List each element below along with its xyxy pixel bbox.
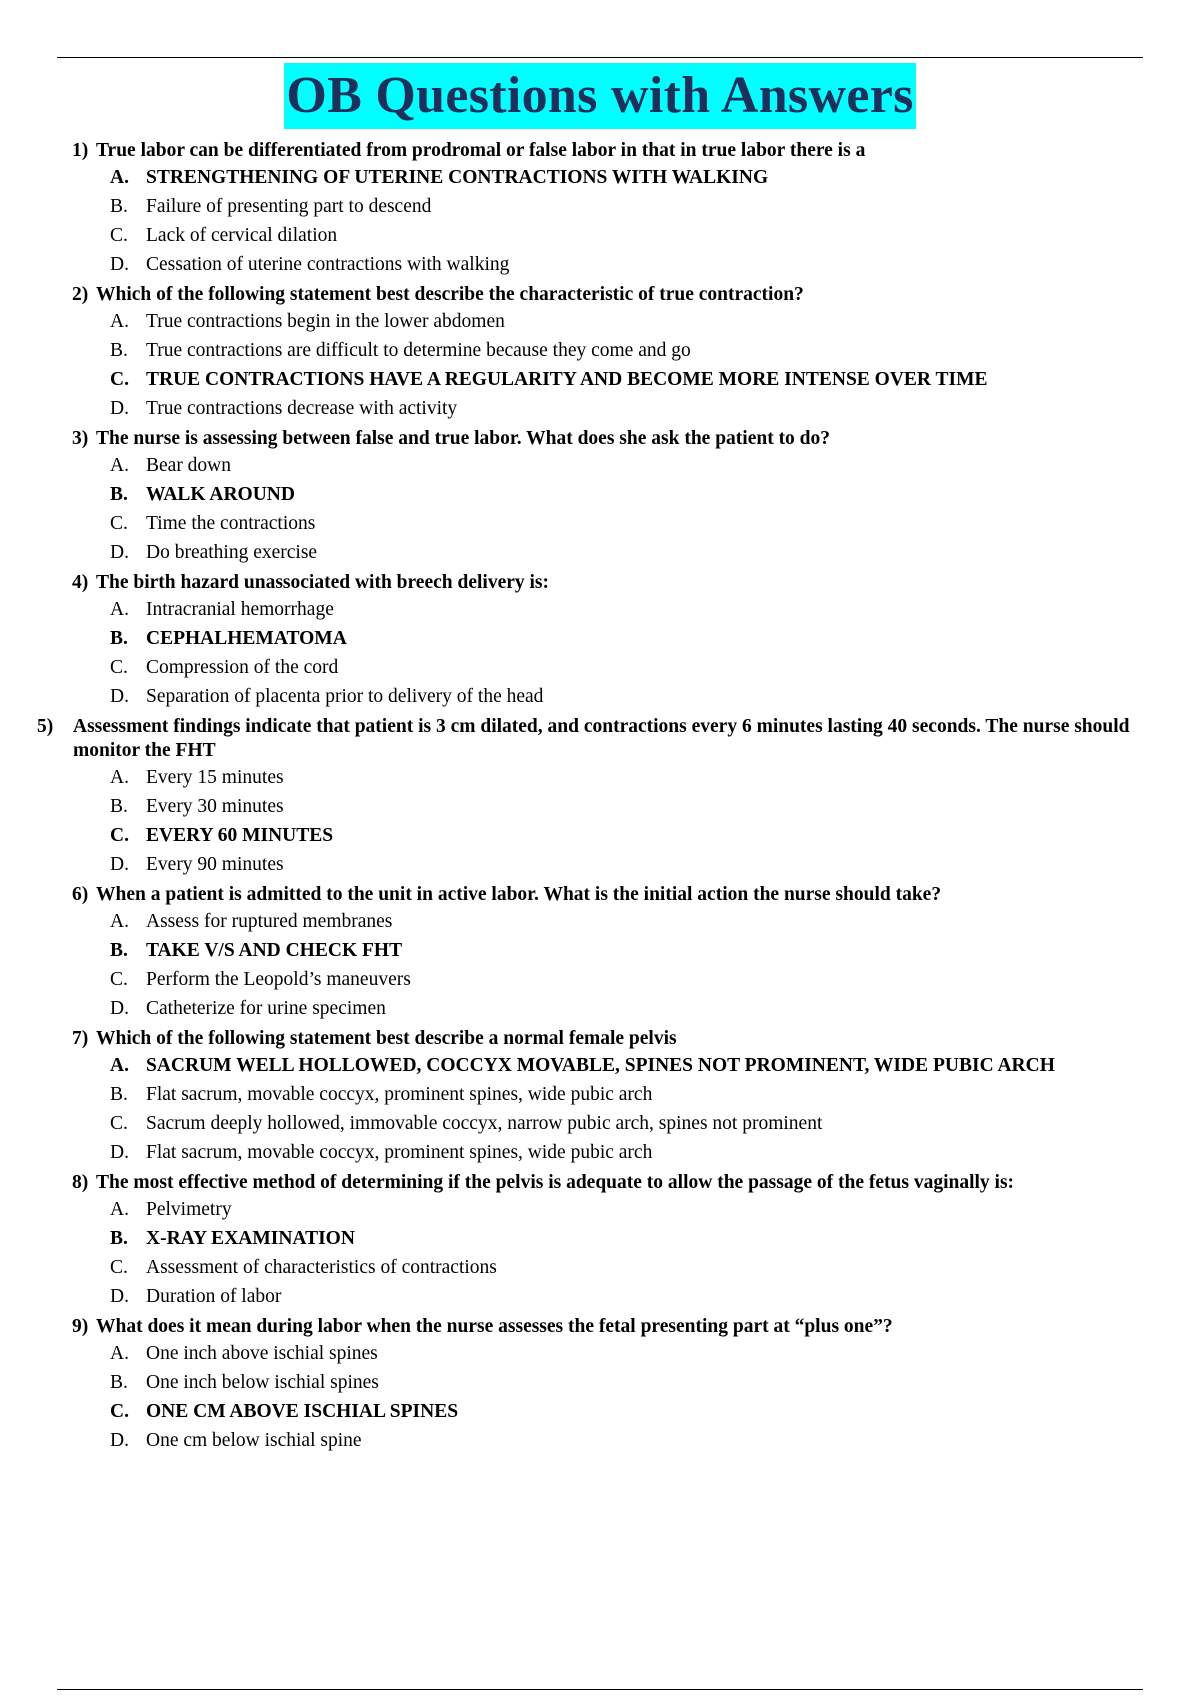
answer-option xyxy=(0,454,1200,478)
option-text: True contractions begin in the lower abdomen xyxy=(146,311,505,332)
question-2 xyxy=(0,283,1200,421)
answer-option xyxy=(0,397,1200,421)
answer-option-correct xyxy=(0,939,1200,963)
answer-option xyxy=(0,541,1200,565)
question-5 xyxy=(0,715,1200,877)
option-letter: A. xyxy=(110,1343,129,1364)
answer-option xyxy=(0,1342,1200,1366)
option-text: X-RAY EXAMINATION xyxy=(146,1228,355,1249)
option-text: CEPHALHEMATOMA xyxy=(146,628,347,649)
answer-option xyxy=(0,1112,1200,1136)
option-text: Time the contractions xyxy=(146,513,316,534)
option-letter: C. xyxy=(110,1257,128,1278)
option-text: One cm below ischial spine xyxy=(146,1430,362,1451)
question-number: 7) xyxy=(72,1028,89,1049)
option-letter: B. xyxy=(110,484,128,505)
option-text: Flat sacrum, movable coccyx, prominent spines, wide pubic arch xyxy=(146,1142,653,1163)
option-text: Lack of cervical dilation xyxy=(146,225,338,246)
answer-option xyxy=(0,1256,1200,1280)
answer-option xyxy=(0,512,1200,536)
option-text: TRUE CONTRACTIONS HAVE A REGULARITY AND BECOME MORE INTENSE OVER TIME xyxy=(146,369,988,390)
option-text: True contractions decrease with activity xyxy=(146,398,458,419)
question-number: 6) xyxy=(72,884,89,905)
question-text: Which of the following statement best describe the characteristic of true contraction? xyxy=(96,284,804,305)
question-number: 8) xyxy=(72,1172,89,1193)
option-letter: D. xyxy=(110,998,129,1019)
option-letter: C. xyxy=(110,1113,128,1134)
answer-option xyxy=(0,656,1200,680)
answer-options xyxy=(0,1342,1200,1453)
title-wrap xyxy=(0,63,1200,129)
option-text: Cessation of uterine contractions with walking xyxy=(146,254,510,275)
question-list xyxy=(0,133,1200,1458)
question-heading xyxy=(0,427,1200,451)
question-text: Which of the following statement best describe a normal female pelvis xyxy=(96,1028,677,1049)
question-text: The most effective method of determining if the pelvis is adequate to allow the passage of the fetus vaginally is: xyxy=(96,1172,1015,1193)
option-text: Failure of presenting part to descend xyxy=(146,196,432,217)
answer-option xyxy=(0,195,1200,219)
question-3 xyxy=(0,427,1200,565)
option-text: Compression of the cord xyxy=(146,657,339,678)
question-number: 5) xyxy=(37,716,54,737)
option-text: Duration of labor xyxy=(146,1286,282,1307)
answer-options xyxy=(0,310,1200,421)
question-heading xyxy=(0,1171,1200,1195)
answer-option xyxy=(0,1198,1200,1222)
document-title: OB Questions with Answers xyxy=(284,63,915,129)
answer-option xyxy=(0,853,1200,877)
option-text: True contractions are difficult to determine because they come and go xyxy=(146,340,691,361)
answer-option xyxy=(0,1285,1200,1309)
question-text: The birth hazard unassociated with breech delivery is: xyxy=(96,572,550,593)
option-letter: D. xyxy=(110,854,129,875)
question-heading xyxy=(0,1027,1200,1051)
answer-options xyxy=(0,1054,1200,1165)
answer-option-correct xyxy=(0,368,1200,392)
option-letter: A. xyxy=(110,911,129,932)
answer-option xyxy=(0,766,1200,790)
answer-option xyxy=(0,910,1200,934)
question-number: 3) xyxy=(72,428,89,449)
option-letter: D. xyxy=(110,254,129,275)
option-text: Bear down xyxy=(146,455,232,476)
option-text: Assess for ruptured membranes xyxy=(146,911,393,932)
question-8 xyxy=(0,1171,1200,1309)
option-letter: A. xyxy=(110,767,129,788)
question-1 xyxy=(0,139,1200,277)
answer-option xyxy=(0,1141,1200,1165)
option-text: Do breathing exercise xyxy=(146,542,318,563)
question-text: The nurse is assessing between false and true labor. What does she ask the patient to do? xyxy=(96,428,831,449)
answer-options xyxy=(0,910,1200,1021)
answer-options xyxy=(0,1198,1200,1309)
question-heading xyxy=(0,571,1200,595)
answer-option-correct xyxy=(0,1227,1200,1251)
question-text: What does it mean during labor when the nurse assesses the fetal presenting part at “plus one”? xyxy=(96,1316,893,1337)
question-6 xyxy=(0,883,1200,1021)
answer-option-correct xyxy=(0,1400,1200,1424)
question-heading xyxy=(0,883,1200,907)
option-letter: D. xyxy=(110,398,129,419)
option-text: EVERY 60 MINUTES xyxy=(146,825,334,846)
option-text: STRENGTHENING OF UTERINE CONTRACTIONS WITH WALKING xyxy=(146,167,769,188)
option-letter: B. xyxy=(110,196,128,217)
answer-option xyxy=(0,253,1200,277)
option-text: Every 90 minutes xyxy=(146,854,284,875)
question-text: When a patient is admitted to the unit in active labor. What is the initial action the nurse should take? xyxy=(96,884,942,905)
option-letter: A. xyxy=(110,167,129,188)
option-letter: C. xyxy=(110,657,128,678)
option-letter: C. xyxy=(110,225,128,246)
option-text: Assessment of characteristics of contractions xyxy=(146,1257,497,1278)
answer-options xyxy=(0,598,1200,709)
answer-option xyxy=(0,310,1200,334)
option-text: Perform the Leopold’s maneuvers xyxy=(146,969,411,990)
answer-option-correct xyxy=(0,627,1200,651)
option-letter: C. xyxy=(110,825,129,846)
option-letter: A. xyxy=(110,311,129,332)
option-text: Separation of placenta prior to delivery of the head xyxy=(146,686,544,707)
answer-options xyxy=(0,766,1200,877)
answer-option xyxy=(0,1083,1200,1107)
answer-option xyxy=(0,1371,1200,1395)
answer-option-correct xyxy=(0,483,1200,507)
answer-option xyxy=(0,997,1200,1021)
option-text: WALK AROUND xyxy=(146,484,295,505)
option-text: One inch above ischial spines xyxy=(146,1343,378,1364)
option-letter: B. xyxy=(110,1084,128,1105)
option-letter: D. xyxy=(110,686,129,707)
option-letter: B. xyxy=(110,1372,128,1393)
question-4 xyxy=(0,571,1200,709)
question-number: 9) xyxy=(72,1316,89,1337)
option-text: Every 30 minutes xyxy=(146,796,284,817)
question-number: 4) xyxy=(72,572,89,593)
option-letter: C. xyxy=(110,513,128,534)
question-number: 2) xyxy=(72,284,89,305)
option-text: Flat sacrum, movable coccyx, prominent spines, wide pubic arch xyxy=(146,1084,653,1105)
option-text: Sacrum deeply hollowed, immovable coccyx, narrow pubic arch, spines not prominent xyxy=(146,1113,823,1134)
option-letter: B. xyxy=(110,340,128,361)
option-letter: D. xyxy=(110,1142,129,1163)
option-letter: C. xyxy=(110,369,129,390)
answer-options xyxy=(0,166,1200,277)
option-letter: B. xyxy=(110,1228,128,1249)
option-text: Every 15 minutes xyxy=(146,767,284,788)
option-letter: C. xyxy=(110,969,128,990)
answer-options xyxy=(0,454,1200,565)
option-letter: A. xyxy=(110,1199,129,1220)
answer-option xyxy=(0,339,1200,363)
question-heading xyxy=(0,139,1200,163)
option-text: Pelvimetry xyxy=(146,1199,232,1220)
option-text: One inch below ischial spines xyxy=(146,1372,379,1393)
option-text: Intracranial hemorrhage xyxy=(146,599,334,620)
question-heading xyxy=(0,1315,1200,1339)
answer-option-correct xyxy=(0,166,1200,190)
answer-option xyxy=(0,968,1200,992)
option-letter: D. xyxy=(110,1286,129,1307)
answer-option-correct xyxy=(0,824,1200,848)
answer-option xyxy=(0,685,1200,709)
option-text: TAKE V/S AND CHECK FHT xyxy=(146,940,403,961)
option-letter: A. xyxy=(110,455,129,476)
option-text: ONE CM ABOVE ISCHIAL SPINES xyxy=(146,1401,459,1422)
question-7 xyxy=(0,1027,1200,1165)
option-text: SACRUM WELL HOLLOWED, COCCYX MOVABLE, SPINES NOT PROMINENT, WIDE PUBIC ARCH xyxy=(146,1055,1055,1076)
answer-option xyxy=(0,1429,1200,1453)
bottom-rule xyxy=(57,1689,1143,1690)
question-heading xyxy=(0,283,1200,307)
answer-option-correct xyxy=(0,1054,1200,1078)
question-heading xyxy=(0,715,1200,763)
question-text: True labor can be differentiated from prodromal or false labor in that in true labor there is a xyxy=(96,140,866,161)
answer-option xyxy=(0,224,1200,248)
option-letter: C. xyxy=(110,1401,129,1422)
option-letter: A. xyxy=(110,599,129,620)
question-number: 1) xyxy=(72,140,89,161)
question-9 xyxy=(0,1315,1200,1453)
option-letter: A. xyxy=(110,1055,129,1076)
top-rule xyxy=(57,57,1143,58)
option-text: Catheterize for urine specimen xyxy=(146,998,386,1019)
option-letter: D. xyxy=(110,542,129,563)
answer-option xyxy=(0,795,1200,819)
option-letter: B. xyxy=(110,796,128,817)
question-text: Assessment findings indicate that patient is 3 cm dilated, and contractions every 6 minutes lasting 40 seconds. The nurse should monitor the FHT xyxy=(73,716,1130,761)
option-letter: B. xyxy=(110,940,128,961)
option-letter: D. xyxy=(110,1430,129,1451)
answer-option xyxy=(0,598,1200,622)
option-letter: B. xyxy=(110,628,128,649)
